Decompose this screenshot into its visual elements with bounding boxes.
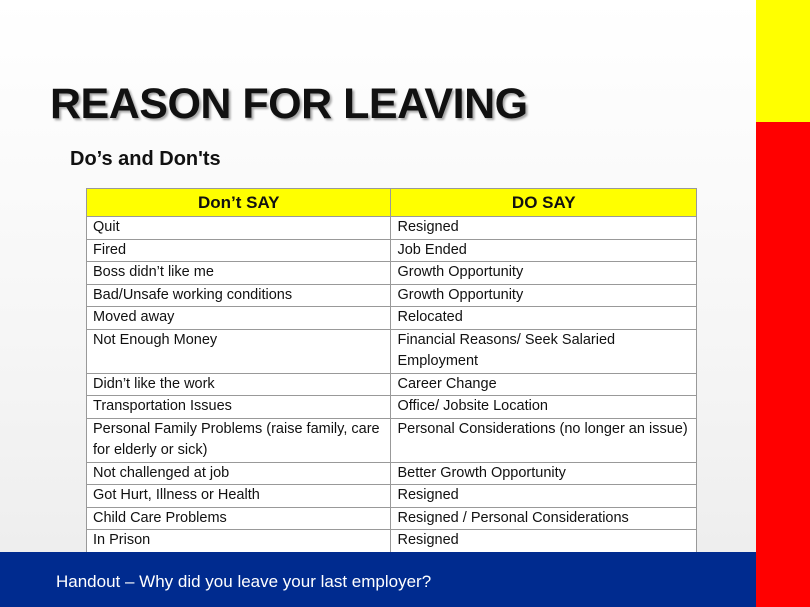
dont-say-cell: Got Hurt, Illness or Health [87, 485, 391, 508]
do-say-cell: Resigned [391, 530, 697, 553]
dont-say-cell: Boss didn’t like me [87, 262, 391, 285]
do-say-cell: Financial Reasons/ Seek Salaried Employment [391, 329, 697, 373]
table-header-row [87, 189, 697, 217]
table-row [87, 307, 697, 330]
table-row [87, 507, 697, 530]
reasons-table [86, 188, 697, 553]
do-say-cell: Resigned [391, 217, 697, 240]
footer-bar [0, 552, 756, 607]
table-row [87, 373, 697, 396]
header-do-say: DO SAY [391, 189, 697, 217]
table-row [87, 262, 697, 285]
table-row [87, 485, 697, 508]
table-row [87, 329, 697, 373]
slide-subtitle: Do’s and Don'ts [70, 148, 221, 170]
dont-say-cell: Fired [87, 239, 391, 262]
do-say-cell: Career Change [391, 373, 697, 396]
do-say-cell: Resigned [391, 485, 697, 508]
do-say-cell: Job Ended [391, 239, 697, 262]
dont-say-cell: Not challenged at job [87, 462, 391, 485]
do-say-cell: Relocated [391, 307, 697, 330]
dont-say-cell: Personal Family Problems (raise family, care for elderly or sick) [87, 418, 391, 462]
do-say-cell: Resigned / Personal Considerations [391, 507, 697, 530]
table-row [87, 284, 697, 307]
do-say-cell: Personal Considerations (no longer an issue) [391, 418, 697, 462]
table-row [87, 239, 697, 262]
do-say-cell: Growth Opportunity [391, 262, 697, 285]
table-row [87, 418, 697, 462]
accent-stripe-yellow [756, 0, 810, 122]
do-say-cell: Better Growth Opportunity [391, 462, 697, 485]
dont-say-cell: Transportation Issues [87, 396, 391, 419]
slide-title: REASON FOR LEAVING [50, 80, 528, 128]
footer-handout-text: Handout – Why did you leave your last employer? [56, 572, 432, 591]
dont-say-cell: Quit [87, 217, 391, 240]
dont-say-cell: Moved away [87, 307, 391, 330]
table-row [87, 530, 697, 553]
table-row [87, 217, 697, 240]
do-say-cell: Office/ Jobsite Location [391, 396, 697, 419]
dont-say-cell: Bad/Unsafe working conditions [87, 284, 391, 307]
accent-stripe-red [756, 122, 810, 607]
dont-say-cell: Child Care Problems [87, 507, 391, 530]
dont-say-cell: Not Enough Money [87, 329, 391, 373]
do-say-cell: Growth Opportunity [391, 284, 697, 307]
dont-say-cell: Didn’t like the work [87, 373, 391, 396]
table-row [87, 462, 697, 485]
header-dont-say: Don’t SAY [87, 189, 391, 217]
dont-say-cell: In Prison [87, 530, 391, 553]
table-row [87, 396, 697, 419]
